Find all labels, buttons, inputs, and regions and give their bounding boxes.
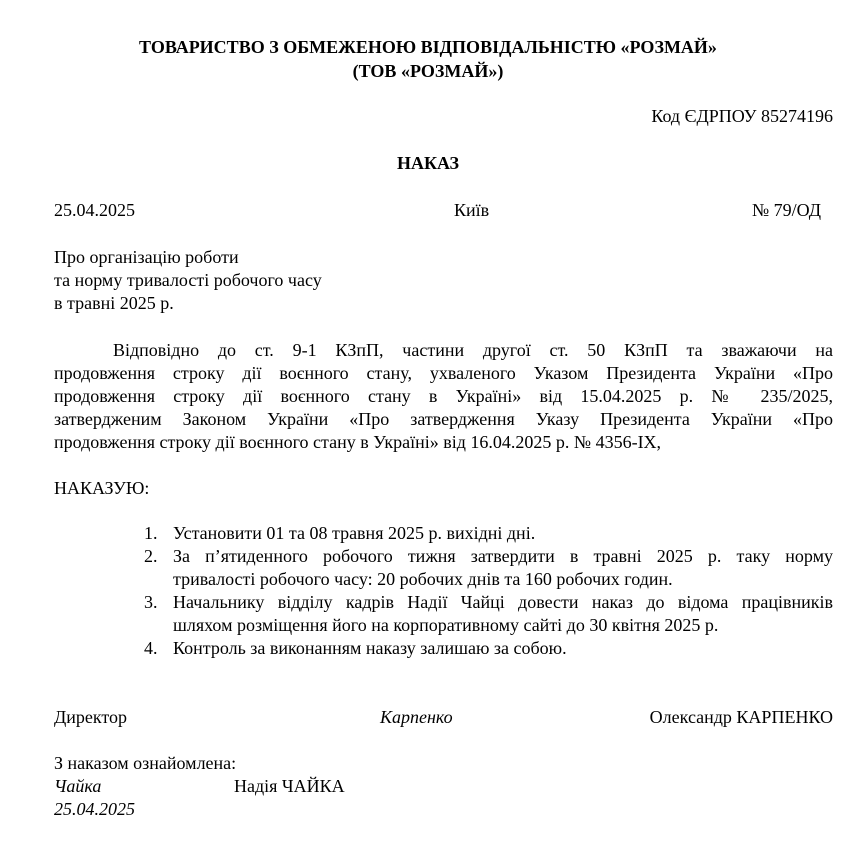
item-text: тривалості робочого часу: 20 робочих днів та 160 робочих годин. <box>173 569 673 589</box>
list-item <box>138 637 833 660</box>
list-item <box>138 522 833 545</box>
order-city: Київ <box>454 200 490 220</box>
handwritten-signature: Карпенко <box>380 707 453 727</box>
document-title: НАКАЗ <box>396 153 460 173</box>
subject-line: та норму тривалості робочого часу <box>54 270 322 290</box>
signatory-position: Директор <box>54 707 128 727</box>
company-full-name: ТОВАРИСТВО З ОБМЕЖЕНОЮ ВІДПОВІДАЛЬНІСТЮ «РОЗМАЙ» <box>139 37 717 57</box>
preamble-line: продовження строку дії воєнного стану в Україні» від 16.04.2025 р. № 4356-ІХ, <box>54 432 662 452</box>
item-text: Контроль за виконанням наказу залишаю за собою. <box>173 638 567 658</box>
acknowledgment-signature: Чайка <box>54 776 102 796</box>
preamble-line: Відповідно до ст. 9-1 КЗпП, частини другої ст. 50 КЗпП та зважаючи на <box>113 340 833 360</box>
preamble-line: продовження строку дії воєнного стану, ухваленого Указом Президента України «Про <box>54 363 833 383</box>
company-short-name: (ТОВ «РОЗМАЙ») <box>352 61 504 81</box>
item-text: Установити 01 та 08 травня 2025 р. вихідні дні. <box>173 523 536 543</box>
preamble-line: затвердженим Законом України «Про затвердження Указу Президента України «Про <box>54 409 833 429</box>
order-items-list <box>138 522 833 660</box>
signatory-name: Олександр КАРПЕНКО <box>649 707 833 727</box>
item-number: 1. <box>144 523 158 543</box>
item-text: шляхом розміщення його на корпоративному сайті до 30 квітня 2025 р. <box>173 615 719 635</box>
order-number: № 79/ОД <box>751 200 821 220</box>
order-date: 25.04.2025 <box>54 200 135 220</box>
acknowledgment-name: Надія ЧАЙКА <box>234 776 345 796</box>
preamble-line: продовження строку дії воєнного стану в Україні» від 15.04.2025 р. № 235/2025, <box>54 386 833 406</box>
list-item <box>138 591 833 637</box>
item-number: 3. <box>144 592 158 612</box>
subject-line: в травні 2025 р. <box>54 293 174 313</box>
item-text: Начальнику відділу кадрів Надії Чайці довести наказ до відома працівників <box>173 592 833 612</box>
item-number: 2. <box>144 546 158 566</box>
item-text: За п’ятиденного робочого тижня затвердити в травні 2025 р. таку норму <box>173 546 833 566</box>
order-word: НАКАЗУЮ: <box>54 478 150 498</box>
preamble-paragraph <box>54 339 833 454</box>
acknowledgment-label: З наказом ознайомлена: <box>54 753 237 773</box>
list-item <box>138 545 833 591</box>
acknowledgment-date: 25.04.2025 <box>54 799 135 819</box>
item-number: 4. <box>144 638 158 658</box>
subject-line: Про організацію роботи <box>54 247 239 267</box>
edrpou-code: Код ЄДРПОУ 85274196 <box>651 106 833 126</box>
